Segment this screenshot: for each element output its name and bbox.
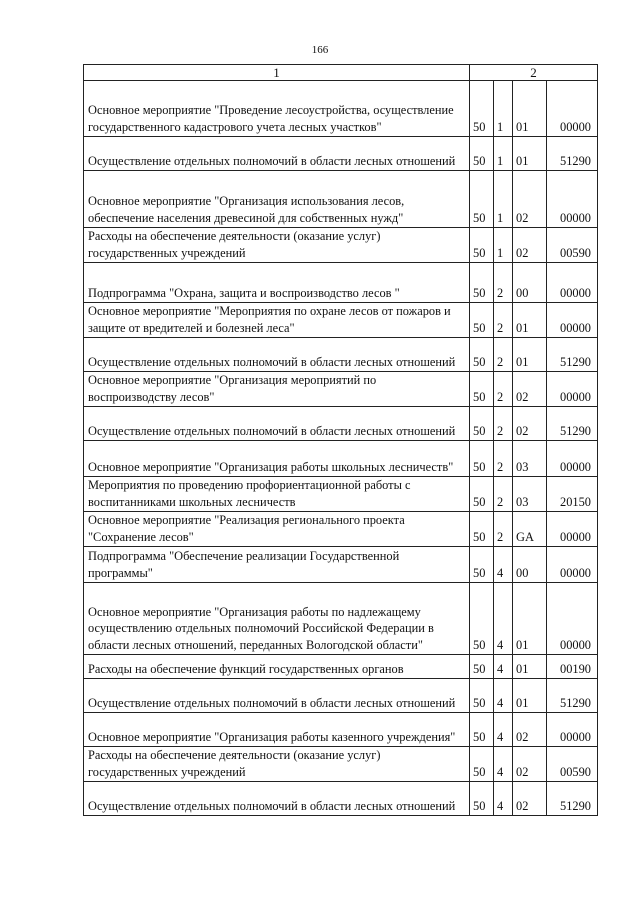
- row-code-1-cell: 50: [470, 137, 494, 171]
- row-code-3-cell: 01: [513, 137, 547, 171]
- table-row: [84, 655, 598, 679]
- row-code-3-cell: GA: [513, 512, 547, 547]
- row-code-4-cell: 51290: [547, 407, 598, 441]
- row-code-3-cell: 02: [513, 228, 547, 263]
- row-code-4-cell: 20150: [547, 477, 598, 512]
- row-code-4-cell: 00000: [547, 171, 598, 228]
- table-row: [84, 679, 598, 713]
- row-code-4-cell: 51290: [547, 782, 598, 816]
- row-code-1-cell: 50: [470, 81, 494, 137]
- row-code-1-cell: 50: [470, 441, 494, 477]
- row-code-4-cell: 51290: [547, 679, 598, 713]
- table-row: [84, 782, 598, 816]
- header-row: [84, 65, 598, 81]
- row-code-2-cell: 2: [494, 441, 513, 477]
- row-code-1-cell: 50: [470, 782, 494, 816]
- row-code-2-cell: 2: [494, 263, 513, 303]
- row-name-cell: Осуществление отдельных полномочий в области лесных отношений: [84, 338, 470, 372]
- row-code-4-cell: 00190: [547, 655, 598, 679]
- row-code-2-cell: 4: [494, 782, 513, 816]
- row-code-4-cell: 00000: [547, 512, 598, 547]
- row-code-2-cell: 4: [494, 679, 513, 713]
- row-code-3-cell: 03: [513, 441, 547, 477]
- row-code-4-cell: 00000: [547, 713, 598, 747]
- row-code-1-cell: 50: [470, 747, 494, 782]
- row-name-cell: Основное мероприятие "Организация работы казенного учреждения": [84, 713, 470, 747]
- row-code-3-cell: 01: [513, 81, 547, 137]
- row-code-2-cell: 2: [494, 477, 513, 512]
- row-name-cell: Основное мероприятие "Реализация регионального проекта "Сохранение лесов": [84, 512, 470, 547]
- row-code-4-cell: 00000: [547, 441, 598, 477]
- table-row: [84, 228, 598, 263]
- row-name-cell: Осуществление отдельных полномочий в области лесных отношений: [84, 782, 470, 816]
- table-row: [84, 747, 598, 782]
- row-code-3-cell: 00: [513, 547, 547, 583]
- table-row: [84, 338, 598, 372]
- table-row: [84, 713, 598, 747]
- table-body: [84, 65, 598, 816]
- row-code-4-cell: 00000: [547, 547, 598, 583]
- row-code-2-cell: 4: [494, 747, 513, 782]
- row-code-2-cell: 1: [494, 171, 513, 228]
- row-code-2-cell: 1: [494, 137, 513, 171]
- row-code-3-cell: 01: [513, 303, 547, 338]
- row-code-4-cell: 00000: [547, 303, 598, 338]
- row-code-3-cell: 01: [513, 583, 547, 655]
- page-number: 166: [311, 44, 329, 56]
- row-code-1-cell: 50: [470, 713, 494, 747]
- row-code-4-cell: 00000: [547, 372, 598, 407]
- row-code-4-cell: 51290: [547, 137, 598, 171]
- row-code-3-cell: 02: [513, 407, 547, 441]
- row-code-3-cell: 02: [513, 782, 547, 816]
- row-code-2-cell: 4: [494, 583, 513, 655]
- header-col-1: 1: [84, 65, 470, 81]
- row-name-cell: Расходы на обеспечение деятельности (оказание услуг) государственных учреждений: [84, 228, 470, 263]
- header-col-2: 2: [470, 65, 598, 81]
- row-code-3-cell: 02: [513, 372, 547, 407]
- row-code-2-cell: 2: [494, 512, 513, 547]
- row-name-cell: Расходы на обеспечение функций государственных органов: [84, 655, 470, 679]
- row-name-cell: Осуществление отдельных полномочий в области лесных отношений: [84, 407, 470, 441]
- row-code-3-cell: 02: [513, 747, 547, 782]
- row-name-cell: Основное мероприятие "Проведение лесоустройства, осуществление государственного кадастрового учета лесных участков": [84, 81, 470, 137]
- row-code-4-cell: 51290: [547, 338, 598, 372]
- table-row: [84, 477, 598, 512]
- row-code-1-cell: 50: [470, 407, 494, 441]
- row-name-cell: Основное мероприятие "Организация мероприятий по воспроизводству лесов": [84, 372, 470, 407]
- row-code-3-cell: 02: [513, 713, 547, 747]
- row-code-4-cell: 00590: [547, 228, 598, 263]
- row-code-1-cell: 50: [470, 547, 494, 583]
- row-code-1-cell: 50: [470, 171, 494, 228]
- table-row: [84, 171, 598, 228]
- row-name-cell: Осуществление отдельных полномочий в области лесных отношений: [84, 137, 470, 171]
- row-code-1-cell: 50: [470, 655, 494, 679]
- row-name-cell: Расходы на обеспечение деятельности (оказание услуг) государственных учреждений: [84, 747, 470, 782]
- row-code-2-cell: 4: [494, 655, 513, 679]
- row-code-2-cell: 2: [494, 303, 513, 338]
- row-name-cell: Основное мероприятие "Организация работы школьных лесничеств": [84, 441, 470, 477]
- table-row: [84, 512, 598, 547]
- row-code-2-cell: 4: [494, 547, 513, 583]
- row-code-1-cell: 50: [470, 477, 494, 512]
- row-name-cell: Подпрограмма "Обеспечение реализации Государственной программы": [84, 547, 470, 583]
- row-code-1-cell: 50: [470, 583, 494, 655]
- budget-classification-table: [83, 64, 598, 816]
- row-code-4-cell: 00590: [547, 747, 598, 782]
- table-row: [84, 547, 598, 583]
- table-row: [84, 583, 598, 655]
- table-row: [84, 372, 598, 407]
- row-code-4-cell: 00000: [547, 583, 598, 655]
- table-row: [84, 137, 598, 171]
- table-row: [84, 81, 598, 137]
- table-row: [84, 407, 598, 441]
- row-name-cell: Основное мероприятие "Организация работы по надлежащему осуществлению отдельных полномочий Российской Федерации в области лесных отношений, переданных Вологодской области": [84, 583, 470, 655]
- row-code-3-cell: 01: [513, 655, 547, 679]
- row-name-cell: Подпрограмма "Охрана, защита и воспроизводство лесов ": [84, 263, 470, 303]
- table-row: [84, 303, 598, 338]
- row-code-2-cell: 2: [494, 407, 513, 441]
- row-code-3-cell: 00: [513, 263, 547, 303]
- table-row: [84, 263, 598, 303]
- row-code-1-cell: 50: [470, 512, 494, 547]
- row-code-2-cell: 1: [494, 228, 513, 263]
- row-code-4-cell: 00000: [547, 81, 598, 137]
- row-name-cell: Мероприятия по проведению профориентационной работы с воспитанниками школьных лесничеств: [84, 477, 470, 512]
- row-code-2-cell: 2: [494, 338, 513, 372]
- row-code-2-cell: 1: [494, 81, 513, 137]
- row-code-3-cell: 01: [513, 679, 547, 713]
- row-code-1-cell: 50: [470, 303, 494, 338]
- row-code-1-cell: 50: [470, 338, 494, 372]
- row-code-1-cell: 50: [470, 679, 494, 713]
- row-code-1-cell: 50: [470, 228, 494, 263]
- table-row: [84, 441, 598, 477]
- row-code-1-cell: 50: [470, 372, 494, 407]
- row-name-cell: Основное мероприятие "Мероприятия по охране лесов от пожаров и защите от вредителей и болезней леса": [84, 303, 470, 338]
- row-code-3-cell: 02: [513, 171, 547, 228]
- row-code-4-cell: 00000: [547, 263, 598, 303]
- row-code-3-cell: 01: [513, 338, 547, 372]
- row-code-2-cell: 2: [494, 372, 513, 407]
- row-code-1-cell: 50: [470, 263, 494, 303]
- row-code-3-cell: 03: [513, 477, 547, 512]
- row-name-cell: Основное мероприятие "Организация использования лесов, обеспечение населения древесиной для собственных нужд": [84, 171, 470, 228]
- row-name-cell: Осуществление отдельных полномочий в области лесных отношений: [84, 679, 470, 713]
- row-code-2-cell: 4: [494, 713, 513, 747]
